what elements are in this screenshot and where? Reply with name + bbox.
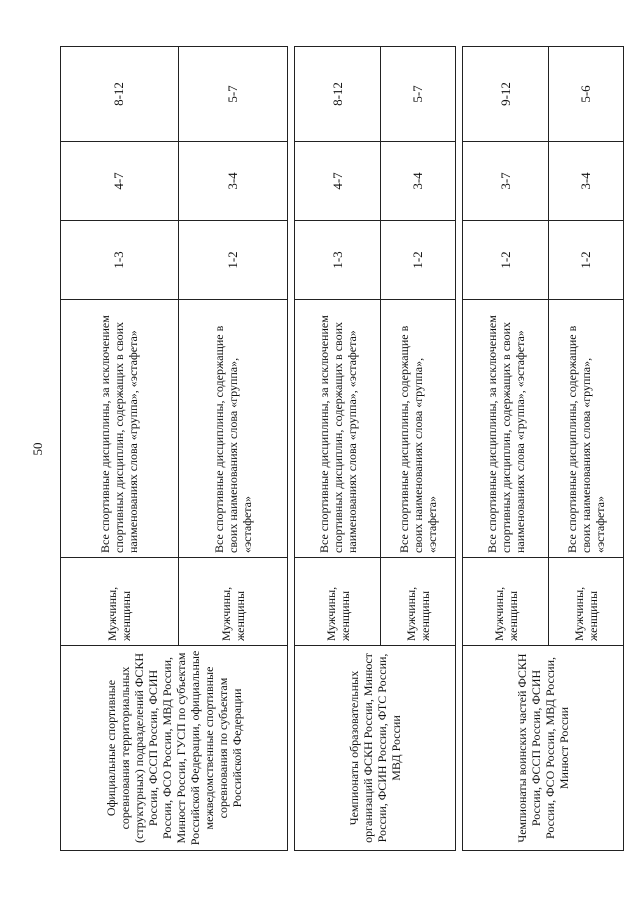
row-separator: [287, 47, 294, 851]
place-range-cell: 1-2: [178, 221, 287, 300]
gender-cell: Мужчины, женщины: [178, 558, 287, 646]
place-range-cell: 3-4: [178, 142, 287, 221]
gender-cell: Мужчины, женщины: [295, 558, 381, 646]
competition-cell: Чемпионаты образовательных организаций ФСКН России, Минюст России, ФСИН России, ФТС России, МВД России: [295, 646, 456, 851]
place-range-cell: 5-7: [178, 47, 287, 142]
gender-cell: Мужчины, женщины: [381, 558, 456, 646]
table-row: [295, 47, 381, 851]
place-range-cell: 8-12: [61, 47, 179, 142]
table-row: [463, 47, 549, 851]
page-number: 50: [30, 442, 45, 456]
sports-ranks-table: [60, 46, 624, 851]
disciplines-cell: Все спортивные дисциплины, содержащие в своих наименованиях слова «группа», «эстафета»: [381, 300, 456, 558]
gender-cell: Мужчины, женщины: [463, 558, 549, 646]
disciplines-cell: Все спортивные дисциплины, за исключением спортивных дисциплин, содержащих в своих наименованиях слова «группа», «эстафета»: [61, 300, 179, 558]
competition-cell: Официальные спортивные соревнования территориальных (структурных) подразделений ФСКН России, ФССП России, ФСИН России, ФСО России, МВД России, Минюст России, ГУСП по субъектам Российской Федерации, официальные межведомственные спортивные соревнования по субъектам Российской Федерации: [61, 646, 288, 851]
disciplines-cell: Все спортивные дисциплины, за исключением спортивных дисциплин, содержащих в своих наименованиях слова «группа», «эстафета»: [463, 300, 549, 558]
row-separator: [455, 47, 462, 851]
gender-cell: Мужчины, женщины: [549, 558, 624, 646]
place-range-cell: 4-7: [295, 142, 381, 221]
disciplines-cell: Все спортивные дисциплины, содержащие в своих наименованиях слова «группа», «эстафета»: [178, 300, 287, 558]
place-range-cell: 3-4: [549, 142, 624, 221]
place-range-cell: 1-2: [463, 221, 549, 300]
disciplines-cell: Все спортивные дисциплины, содержащие в своих наименованиях слова «группа», «эстафета»: [549, 300, 624, 558]
place-range-cell: 5-6: [549, 47, 624, 142]
disciplines-cell: Все спортивные дисциплины, за исключением спортивных дисциплин, содержащих в своих наименованиях слова «группа», «эстафета»: [295, 300, 381, 558]
rotated-table-container: [60, 47, 624, 851]
place-range-cell: 4-7: [61, 142, 179, 221]
gender-cell: Мужчины, женщины: [61, 558, 179, 646]
place-range-cell: 1-2: [381, 221, 456, 300]
place-range-cell: 3-4: [381, 142, 456, 221]
place-range-cell: 5-7: [381, 47, 456, 142]
place-range-cell: 8-12: [295, 47, 381, 142]
place-range-cell: 1-3: [295, 221, 381, 300]
competition-cell: Чемпионаты воинских частей ФСКН России, ФССП России, ФСИН России, ФСО России, МВД России, Минюст России: [463, 646, 624, 851]
table-row: [61, 47, 179, 851]
place-range-cell: 9-12: [463, 47, 549, 142]
place-range-cell: 1-2: [549, 221, 624, 300]
place-range-cell: 3-7: [463, 142, 549, 221]
place-range-cell: 1-3: [61, 221, 179, 300]
